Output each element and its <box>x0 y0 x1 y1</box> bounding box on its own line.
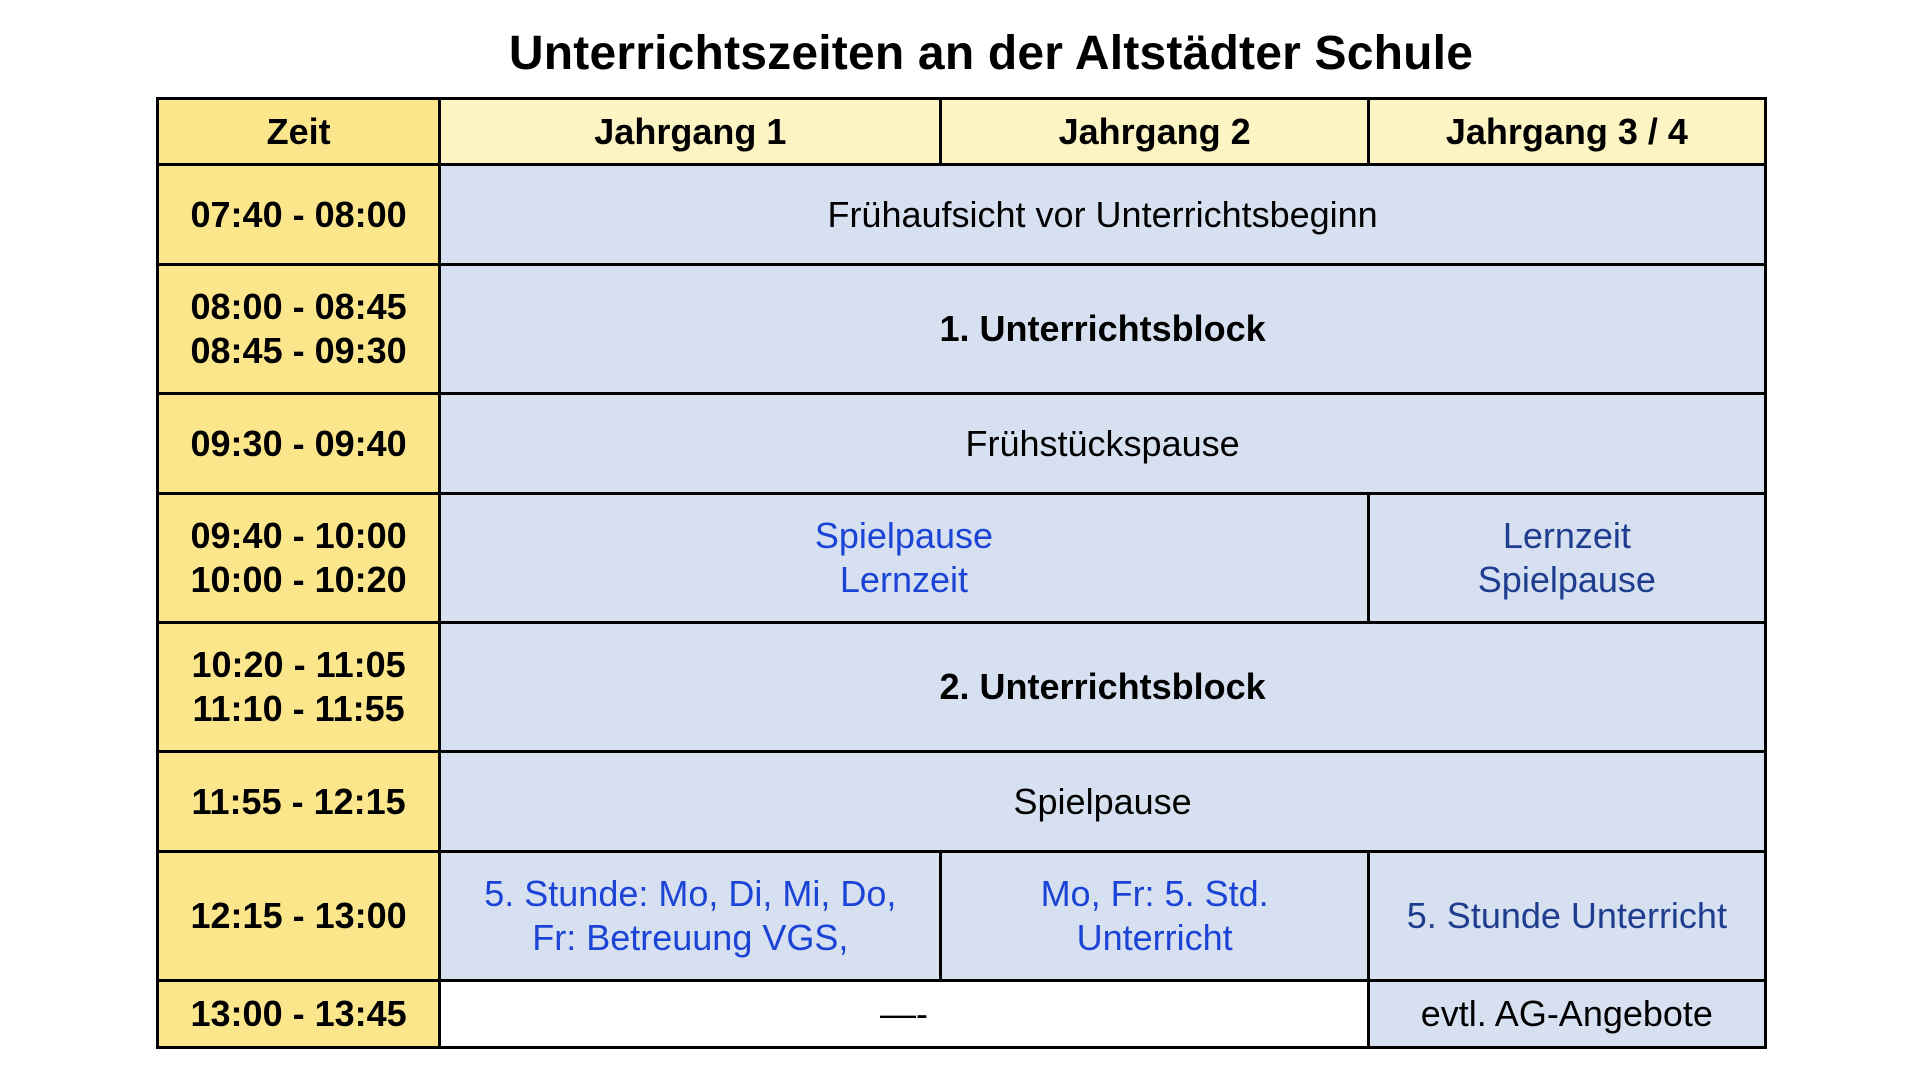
table-row <box>158 852 1766 981</box>
lesson-block-2-cell: 2. Unterrichtsblock <box>440 623 1766 752</box>
table-row <box>158 394 1766 494</box>
year-1-fifth-lesson-cell <box>440 852 941 981</box>
time-slot: 10:20 - 11:05 <box>191 644 406 685</box>
header-year-1: Jahrgang 1 <box>440 99 941 165</box>
play-break-cell: Spielpause <box>440 752 1766 852</box>
time-slot: 08:45 - 09:30 <box>190 330 407 371</box>
table-row <box>158 165 1766 265</box>
timetable <box>156 97 1767 1049</box>
time-slot: 13:00 - 13:45 <box>190 993 407 1034</box>
time-slot: 09:30 - 09:40 <box>190 422 407 464</box>
time-cell <box>158 494 440 623</box>
time-slot: 11:55 - 12:15 <box>191 780 406 822</box>
header-year-2: Jahrgang 2 <box>941 99 1368 165</box>
time-slot: 12:15 - 13:00 <box>190 895 407 936</box>
year-1-2-break-cell <box>440 494 1369 623</box>
cell-line: Unterricht <box>1076 917 1233 958</box>
time-cell <box>158 981 440 1048</box>
early-supervision-cell: Frühaufsicht vor Unterrichtsbeginn <box>440 165 1766 265</box>
time-slot: 10:00 - 10:20 <box>190 559 407 600</box>
time-cell <box>158 265 440 394</box>
year-2-fifth-lesson-cell <box>941 852 1368 981</box>
year-3-4-afternoon-cell: evtl. AG-Angebote <box>1368 981 1765 1048</box>
cell-line: Spielpause <box>814 515 994 556</box>
year-1-2-afternoon-cell: —- <box>440 981 1369 1048</box>
time-slot: 08:00 - 08:45 <box>190 286 407 327</box>
cell-line: Spielpause <box>1477 559 1656 600</box>
table-row <box>158 623 1766 752</box>
time-cell <box>158 852 440 981</box>
cell-line: Mo, Fr: 5. Std. <box>1040 873 1269 914</box>
table-row <box>158 265 1766 394</box>
table-row <box>158 494 1766 623</box>
cell-line: Fr: Betreuung VGS, <box>532 917 849 958</box>
time-cell <box>158 752 440 852</box>
page-title: Unterrichtszeiten an der Altstädter Schule <box>508 27 1474 80</box>
year-3-4-break-cell <box>1368 494 1765 623</box>
header-time: Zeit <box>158 99 440 165</box>
table-row <box>158 981 1766 1048</box>
table-header-row <box>158 99 1766 165</box>
time-cell <box>158 394 440 494</box>
breakfast-break-cell: Frühstückspause <box>440 394 1766 494</box>
cell-line: Lernzeit <box>839 559 968 600</box>
time-slot: 11:10 - 11:55 <box>192 688 405 729</box>
time-slot: 09:40 - 10:00 <box>190 515 407 556</box>
lesson-block-1-cell: 1. Unterrichtsblock <box>440 265 1766 394</box>
cell-line: Lernzeit <box>1502 515 1631 556</box>
cell-line: 5. Stunde: Mo, Di, Mi, Do, <box>484 873 897 914</box>
time-cell <box>158 165 440 265</box>
table-row <box>158 752 1766 852</box>
header-year-3-4: Jahrgang 3 / 4 <box>1368 99 1765 165</box>
time-cell <box>158 623 440 752</box>
year-3-4-fifth-lesson-cell: 5. Stunde Unterricht <box>1368 852 1765 981</box>
time-slot: 07:40 - 08:00 <box>190 193 407 235</box>
